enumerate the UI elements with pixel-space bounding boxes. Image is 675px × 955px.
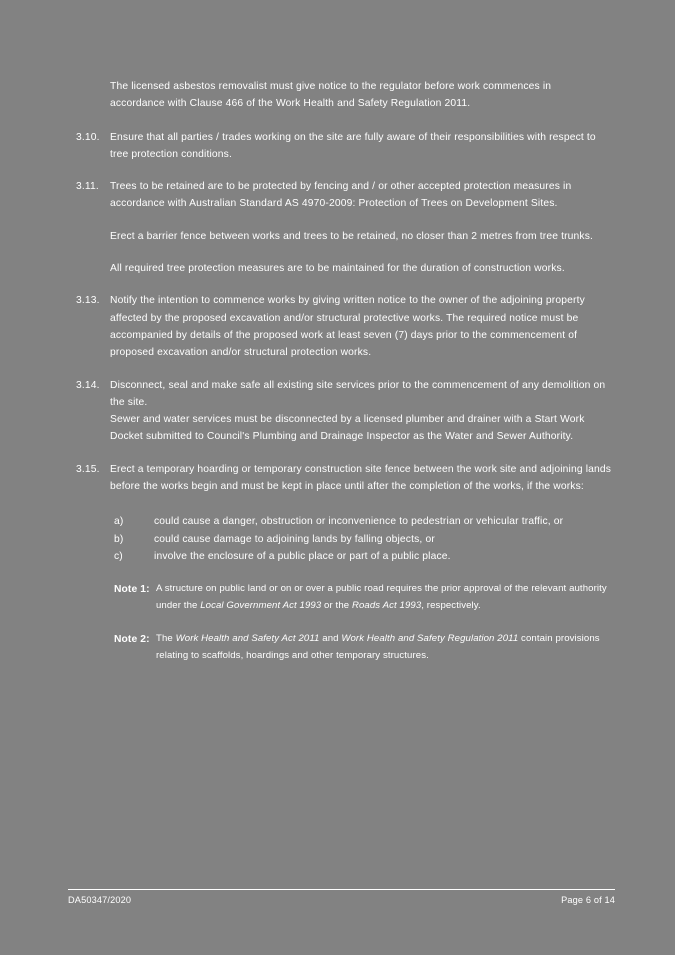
clause-paragraph: Erect a temporary hoarding or temporary construction site fence between the work site and adjoining lands before the works begin and must be kept in place until after the completion of the works, if the works: (110, 463, 612, 493)
note-run: , respectively. (421, 599, 481, 611)
intro-paragraph: The licensed asbestos removalist must give notice to the regulator before work commences in accordance with Clause 466 of the Work Health and Safety Regulation 2011. (110, 81, 552, 110)
clause-number: 3.11. (76, 181, 99, 193)
sublist-text: involve the enclosure of a public place or part of a public place. (154, 550, 451, 562)
page-footer (68, 889, 615, 905)
legislation-reference: Work Health and Safety Regulation 2011 (341, 633, 519, 645)
sublist-marker: c) (114, 550, 123, 562)
clause-3-15 (76, 461, 615, 496)
clause-body (110, 461, 615, 496)
clause-number: 3.15. (76, 463, 100, 475)
clause-paragraph: Ensure that all parties / trades working on the site are fully aware of their responsibilities with respect to tree protection conditions. (110, 131, 596, 160)
notes-block (114, 581, 615, 664)
clause-3-10 (76, 129, 615, 164)
footer-page-number: Page 6 of 14 (561, 895, 615, 905)
sublist-text: could cause damage to adjoining lands by falling objects, or (154, 533, 435, 545)
note-2 (114, 631, 615, 664)
clause-number: 3.10. (76, 131, 100, 143)
note-run: and (319, 633, 342, 645)
sublist-item (114, 513, 615, 530)
note-run: or the (321, 599, 352, 611)
clause-body (110, 129, 615, 164)
note-run: A structure on public land or on or over a public road requires the prior approval of the relevant authority under the (156, 583, 607, 611)
clause-paragraph: Sewer and water services must be disconnected by a licensed plumber and drainer with a Start Work Docket submitted to Council's Plumbing and Drainage Inspector as the Water and Sewer Authority. (110, 414, 585, 443)
clause-paragraph: Trees to be retained are to be protected by fencing and / or other accepted protection measures in accordance with Australian Standard AS 4970-2009: Protection of Trees on Development Sites. (110, 181, 572, 210)
legislation-reference: Work Health and Safety Act 2011 (175, 633, 320, 645)
footer-divider (68, 889, 615, 890)
note-run: contain provisions relating to scaffolds, hoardings and other temporary structures. (156, 633, 600, 662)
clause-3-14 (76, 377, 615, 446)
sublist-item (114, 531, 615, 548)
note-label: Note 2: (114, 634, 150, 646)
footer-row (68, 895, 615, 905)
clause-paragraph: Disconnect, seal and make safe all existing site services prior to the commencement of any demolition on the site. (110, 379, 606, 408)
clause-3-13 (76, 292, 615, 361)
sublist (114, 513, 615, 565)
note-1 (114, 581, 615, 614)
clause-paragraph: Erect a barrier fence between works and trees to be retained, no closer than 2 metres from tree trunks. (110, 230, 594, 242)
note-text (156, 581, 615, 614)
clause-number: 3.14. (76, 379, 100, 391)
clause-body (110, 377, 615, 446)
sublist-item (114, 548, 615, 565)
sublist-text: could cause a danger, obstruction or inconvenience to pedestrian or vehicular traffic, or (154, 516, 564, 528)
footer-reference: DA50347/2020 (68, 895, 132, 905)
clause-3-11 (76, 178, 615, 277)
clause-body (110, 292, 615, 361)
note-label: Note 1: (114, 584, 150, 596)
sublist-marker: b) (114, 533, 124, 545)
clause-paragraph: Notify the intention to commence works by giving written notice to the owner of the adjoining property affected by the proposed excavation and/or structural protective works. The required notice must be accompanied by details of the proposed work at least seven (7) days prior to the commencement of proposed excavation and/or structural protection works. (110, 295, 585, 359)
clause-number: 3.13. (76, 295, 100, 307)
legislation-reference: Local Government Act 1993 (200, 599, 322, 611)
note-run: The (156, 633, 176, 645)
note-text (156, 631, 615, 664)
legislation-reference: Roads Act 1993 (351, 599, 422, 611)
clause-body (110, 178, 615, 277)
sublist-marker: a) (114, 516, 124, 528)
clause-paragraph: All required tree protection measures are to be maintained for the duration of construction works. (110, 263, 565, 275)
